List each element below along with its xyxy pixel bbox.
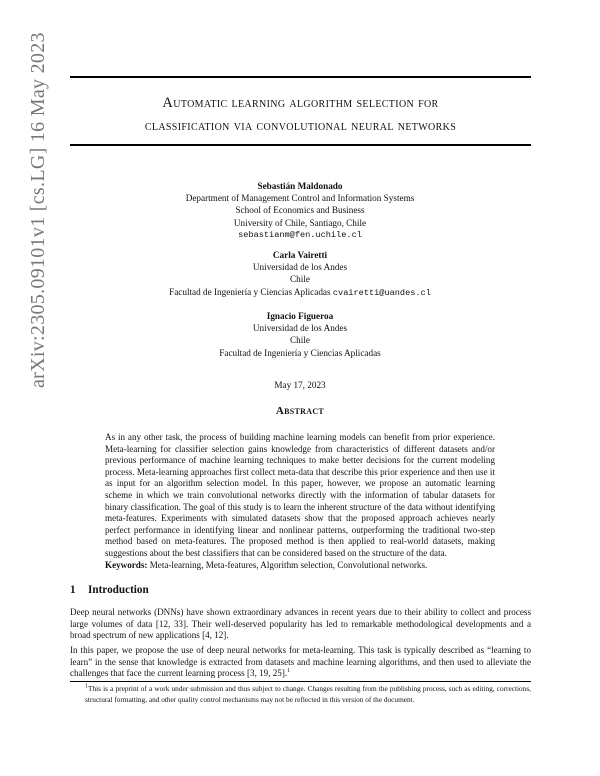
- author-affiliation: Chile: [290, 274, 310, 285]
- author-name: Ignacio Figueroa: [266, 311, 334, 321]
- abstract-body: [105, 432, 495, 571]
- author-block-3: [80, 310, 520, 359]
- author-affiliation: Universidad de los Andes: [252, 262, 348, 273]
- author-affiliation: Universidad de los Andes: [252, 323, 348, 334]
- author-name: Carla Vairetti: [272, 250, 328, 260]
- intro-paragraph-2: [70, 645, 531, 680]
- abstract-heading: Abstract: [275, 405, 325, 417]
- author-email[interactable]: cvairetti@uandes.cl: [332, 287, 431, 298]
- footnote-marker: 1: [85, 683, 88, 690]
- paper-title: [70, 92, 531, 138]
- section-title: Introduction: [88, 584, 149, 596]
- section-number: 1: [70, 584, 76, 596]
- author-affiliation-line: [80, 286, 520, 299]
- author-block-2: [80, 249, 520, 299]
- title-bottom-rule: [70, 144, 531, 146]
- footnote-text: This is a preprint of a work under submission and thus subject to change. Changes resulting from the publishing process, such as editing, corrections, structural formatting, and other quality control mechanisms may not be reflected in this version of the document.: [85, 684, 531, 704]
- author-affiliation: Chile: [290, 335, 310, 346]
- keywords-label: Keywords:: [105, 559, 148, 570]
- author-affiliation: University of Chile, Santiago, Chile: [233, 217, 367, 228]
- title-line-1: Automatic learning algorithm selection for: [162, 95, 439, 111]
- title-line-2: classification via convolutional neural networks: [144, 118, 457, 134]
- author-affiliation: Facultad de Ingeniería y Ciencias Aplicadas: [169, 286, 331, 297]
- paragraph-text: In this paper, we propose the use of deep neural networks for meta-learning. This task is typically described as “learning to learn” in the sense that knowledge is extracted from datasets and machine learning algorithms, and then used to alleviate the challenges that face the current learning process [3, 19, 25].: [70, 645, 531, 679]
- author-affiliation: Facultad de Ingeniería y Ciencias Aplicadas: [219, 347, 381, 358]
- section-heading: [70, 584, 149, 596]
- author-block-1: [80, 180, 520, 241]
- keywords: [105, 560, 495, 572]
- abstract-text: As in any other task, the process of building machine learning models can benefit from prior experience. Meta-learning for classifier selection gains knowledge from characteristics of different datasets and/or previous performance of machine learning techniques to make better decisions for the current modeling process. Meta-learning approaches first collect meta-data that describe this prior experience and then use it as input for an algorithm selection model. In this paper, however, we propose an automatic learning scheme in which we train convolutional networks directly with the information of tabular datasets for binary classification. The goal of this study is to learn the inherent structure of the data without identifying meta-features. Experiments with simulated datasets show that the proposed approach achieves nearly perfect performance in identifying linear and nonlinear patterns, outperforming the traditional two-step method based on meta-features. The proposed method is then applied to real-world datasets, making suggestions about the best classifiers that can be considered based on the structure of the data.: [105, 432, 495, 558]
- author-name: Sebastián Maldonado: [257, 181, 343, 191]
- arxiv-stamp: arXiv:2305.09101v1 [cs.LG] 16 May 2023: [27, 32, 49, 388]
- footnote-rule: [70, 681, 531, 682]
- author-email[interactable]: sebastianm@fen.uchile.cl: [238, 229, 362, 240]
- footnote: [85, 684, 531, 705]
- paper-date: May 17, 2023: [274, 380, 326, 390]
- paragraph-text: Deep neural networks (DNNs) have shown extraordinary advances in recent years due to their ability to collect and process large volumes of data [12, 33]. Their well-deserved popularity has led to remarkable methodological developments and a broad spectrum of new applications [4, 12].: [70, 607, 531, 641]
- author-affiliation: School of Economics and Business: [235, 205, 365, 216]
- footnote-ref[interactable]: 1: [287, 668, 291, 675]
- author-affiliation: Department of Management Control and Information Systems: [185, 193, 415, 204]
- title-top-rule: [70, 76, 531, 78]
- keywords-text: Meta-learning, Meta-features, Algorithm selection, Convolutional networks.: [149, 559, 428, 570]
- intro-paragraph-1: [70, 607, 531, 642]
